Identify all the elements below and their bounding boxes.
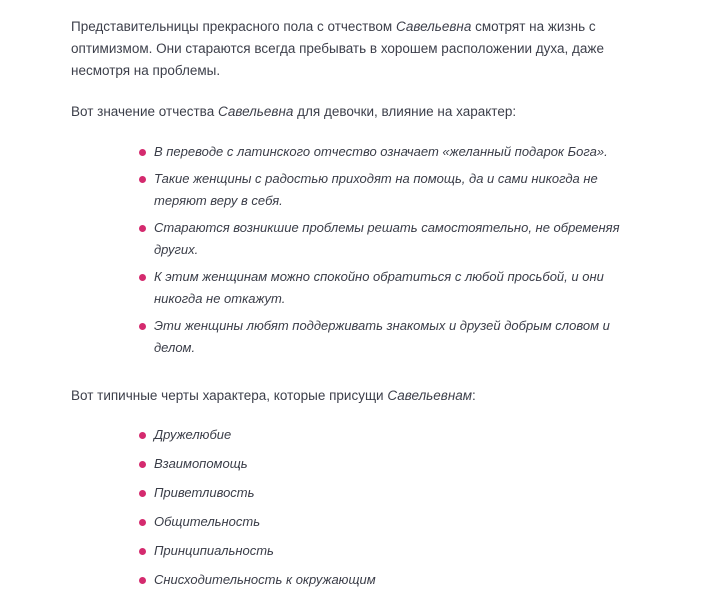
list-item bbox=[138, 482, 648, 504]
traits-heading bbox=[71, 385, 651, 407]
intro-text-end: смотрят на жизнь с оптимизмом. Они стараются всегда пребывать в хорошем расположении духа, даже несмотря на проблемы. bbox=[71, 19, 604, 78]
list-item bbox=[138, 168, 648, 212]
bullet-icon bbox=[139, 519, 146, 526]
list-item bbox=[138, 511, 648, 533]
list-item bbox=[138, 141, 648, 163]
list-item-text: Такие женщины с радостью приходят на помощь, да и сами никогда не теряют веру в себя. bbox=[154, 171, 598, 208]
traits-heading-patronymic: Савельевнам bbox=[387, 388, 473, 403]
meaning-heading-patronymic: Савельевна bbox=[217, 104, 294, 119]
bullet-icon bbox=[139, 548, 146, 555]
list-item bbox=[138, 315, 648, 359]
list-item-text: В переводе с латинского отчество означает «желанный подарок Бога». bbox=[154, 144, 608, 159]
bullet-icon bbox=[139, 176, 146, 183]
list-item-text: Приветливость bbox=[154, 485, 255, 500]
list-item bbox=[138, 424, 648, 446]
bullet-icon bbox=[139, 225, 146, 232]
intro-text-start: Представительницы прекрасного пола с отчеством bbox=[71, 19, 396, 34]
list-item-text: Эти женщины любят поддерживать знакомых и друзей добрым словом и делом. bbox=[154, 318, 610, 355]
list-item-text: Взаимопомощь bbox=[154, 456, 248, 471]
list-item-text: Принципиальность bbox=[154, 543, 274, 558]
bullet-icon bbox=[139, 274, 146, 281]
bullet-icon bbox=[139, 577, 146, 584]
list-item bbox=[138, 540, 648, 562]
traits-list bbox=[138, 424, 648, 598]
meaning-heading bbox=[71, 101, 651, 123]
intro-paragraph bbox=[71, 16, 651, 82]
list-item bbox=[138, 453, 648, 475]
intro-patronymic: Савельевна bbox=[395, 19, 472, 34]
list-item bbox=[138, 217, 648, 261]
bullet-icon bbox=[139, 149, 146, 156]
list-item-text: Общительность bbox=[154, 514, 261, 529]
bullet-icon bbox=[139, 432, 146, 439]
list-item-text: К этим женщинам можно спокойно обратиться с любой просьбой, и они никогда не откажут. bbox=[154, 269, 604, 306]
bullet-icon bbox=[139, 323, 146, 330]
list-item bbox=[138, 569, 648, 591]
list-item-text: Снисходительность к окружающим bbox=[154, 572, 376, 587]
traits-heading-end: : bbox=[472, 388, 476, 403]
traits-heading-start: Вот типичные черты характера, которые присущи bbox=[71, 388, 388, 403]
bullet-icon bbox=[139, 490, 146, 497]
bullet-icon bbox=[139, 461, 146, 468]
list-item bbox=[138, 266, 648, 310]
meaning-heading-start: Вот значение отчества bbox=[71, 104, 218, 119]
list-item-text: Дружелюбие bbox=[154, 427, 232, 442]
meaning-heading-end: для девочки, влияние на характер: bbox=[293, 104, 517, 119]
meaning-list bbox=[138, 141, 648, 364]
list-item-text: Стараются возникшие проблемы решать самостоятельно, не обременяя других. bbox=[154, 220, 620, 257]
